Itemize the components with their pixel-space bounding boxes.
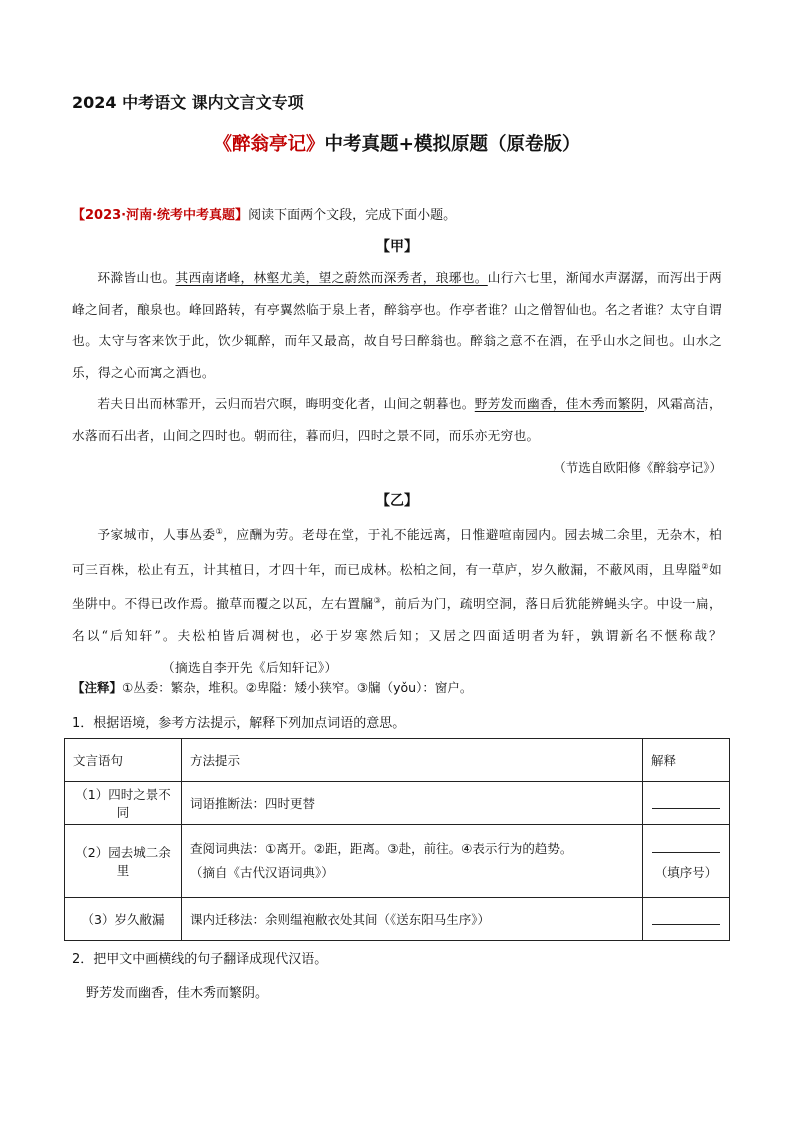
notes-label: 【注释】 — [72, 680, 123, 695]
passage-jia-paragraph-1 — [72, 262, 722, 388]
section-heading-yi: 【乙】 — [376, 493, 418, 509]
sentence-cell: （3）岁久敝漏 — [65, 898, 182, 941]
text-segment: 环滁皆山也。 — [97, 270, 176, 285]
text-segment: ，应酬为劳。老母在堂，于礼不能远离，日惟避喧南园内。园去城二余里，无杂木，柏可三百株，松止有五，计其植日，才四十年，而已成林。松柏之间，有一草庐，岁久敝漏，不蔽风雨，且卑隘 — [72, 527, 722, 577]
header-line: 2024 中考语文 课内文言文专项 — [72, 93, 304, 112]
hint-cell: 课内迁移法：余则缊袍敝衣处其间（《送东阳马生序》） — [182, 898, 643, 941]
hint-line: （摘自《古代汉语词典》） — [190, 865, 334, 880]
passage-jia — [72, 262, 722, 451]
title-black-part: 中考真题+模拟原题（原卷版） — [324, 134, 581, 155]
source-tag: 【2023·河南·统考中考真题】 — [72, 208, 249, 223]
hint-line: 查阅词典法：①离开。②距，距离。③赴，前往。④表示行为的趋势。 — [190, 841, 573, 856]
answer-cell[interactable] — [643, 825, 730, 898]
header-cell: 方法提示 — [182, 739, 643, 782]
text-segment: 予家城市，人事丛委 — [97, 527, 216, 543]
table-row — [65, 825, 730, 898]
answer-cell[interactable] — [643, 782, 730, 825]
answer-blank[interactable] — [652, 910, 720, 925]
notes — [72, 678, 722, 696]
text-segment: ，前后为门，疏明空洞，落日后犹能辨蝇头字。中设一扁，名以“后知轩”。夫松柏皆后凋树也，必于岁寒然后知；又居之四面适明者为轩，孰谓新名不惬称哉？ — [72, 596, 722, 644]
answer-blank[interactable] — [652, 838, 720, 853]
text-segment: ，风霜高洁，水落而石出者，山间之四时也。朝而往，暮而归，四时之景不同，而乐亦无穷也。 — [72, 396, 722, 443]
source-instruction: 阅读下面两个文段，完成下面小题。 — [248, 208, 457, 223]
footnote-marker: ③ — [373, 596, 382, 606]
underlined-sentence: 其西南诸峰，林壑尤美，望之蔚然而深秀者，琅琊也。 — [175, 270, 488, 285]
footnote-marker: ② — [701, 561, 709, 571]
attribution-jia: （节选自欧阳修《醉翁亭记》） — [553, 460, 722, 475]
hint-cell: 词语推断法：四时更替 — [182, 782, 643, 825]
question-2-prompt: 2．把甲文中画横线的句子翻译成现代汉语。 — [72, 952, 328, 967]
question-2-sentence: 野芳发而幽香，佳木秀而繁阴。 — [86, 986, 269, 1001]
attribution-yi: （摘选自李开先《后知轩记》） — [162, 659, 338, 675]
passage-yi — [72, 516, 722, 683]
footnote-marker: ① — [215, 527, 224, 536]
hint-cell — [182, 825, 643, 898]
table-row — [65, 898, 730, 941]
page-title — [0, 130, 794, 156]
answer-cell[interactable] — [643, 898, 730, 941]
source-line — [72, 204, 456, 223]
passage-yi-paragraph — [72, 516, 722, 683]
vocabulary-table — [64, 738, 730, 941]
table-header-row — [65, 739, 730, 782]
answer-blank[interactable] — [652, 794, 720, 809]
question-1-prompt: 1．根据语境，参考方法提示，解释下列加点词语的意思。 — [72, 716, 406, 731]
answer-note: （填序号） — [654, 865, 718, 880]
sentence-cell: （2）园去城二余里 — [65, 825, 182, 898]
underlined-sentence: 野芳发而幽香，佳木秀而繁阴 — [474, 396, 644, 411]
header-cell: 文言语句 — [65, 739, 182, 782]
text-segment: 如坐阱中。不得已改作焉。撤草而覆之以瓦，左右置牖 — [72, 561, 722, 612]
header-cell: 解释 — [643, 739, 730, 782]
title-red-part: 《醉翁亭记》 — [213, 134, 325, 155]
text-segment: 若夫日出而林霏开，云归而岩穴暝，晦明变化者，山间之朝暮也。 — [97, 396, 475, 411]
table-row — [65, 782, 730, 825]
section-heading-jia: 【甲】 — [376, 239, 418, 255]
sentence-cell: （1）四时之景不同 — [65, 782, 182, 825]
passage-jia-paragraph-2 — [72, 388, 722, 451]
notes-text: ①丛委：繁杂，堆积。②卑隘：矮小狭窄。③牖（yǒu）：窗户。 — [122, 680, 473, 695]
text-segment: 山行六七里，渐闻水声潺潺，而泻出于两峰之间者，酿泉也。峰回路转，有亭翼然临于泉上者，醉翁亭也。作亭者谁？山之僧智仙也。名之者谁？太守自谓也。太守与客来饮于此，饮少辄醉，而年又最高，故自号曰醉翁也。醉翁之意不在酒，在乎山水之间也。山水之乐，得之心而寓之酒也。 — [72, 270, 722, 380]
